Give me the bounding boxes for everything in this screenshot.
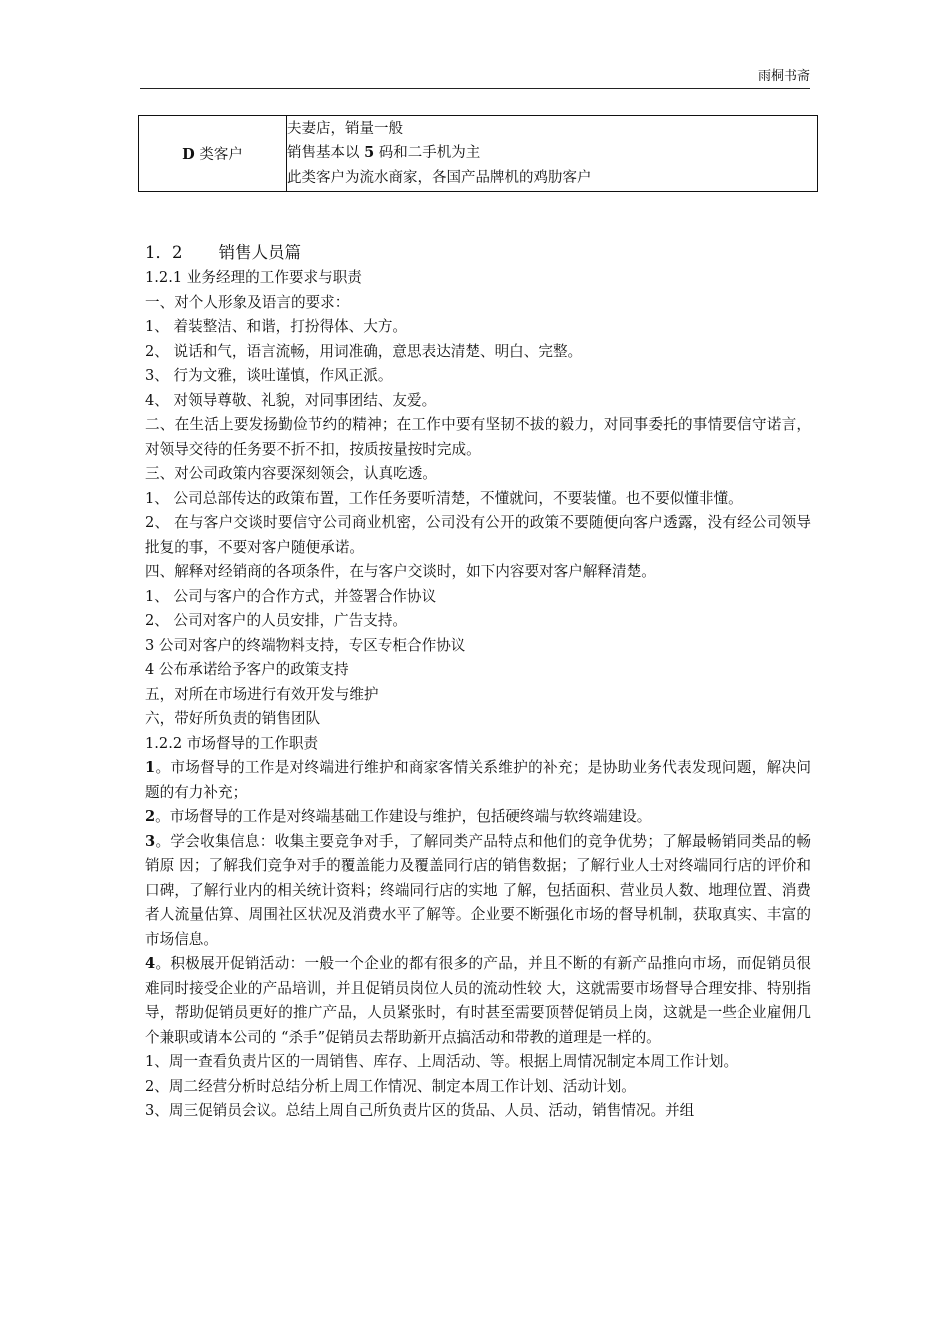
desc-line-2: 销售基本以 5 码和二手机为主: [287, 144, 481, 162]
paragraph-8: 1、 公司总部传达的政策布置，工作任务要听清楚，不懂就问，不要装懂。也不要似懂非懂。: [145, 489, 743, 507]
customer-table: [138, 115, 818, 192]
section-title: 销售人员篇: [218, 243, 301, 262]
paragraph-16: 六，带好所负责的销售团队: [145, 710, 321, 727]
paragraph-10: 四、解释对经销商的各项条件，在与客户交谈时，如下内容要对客户解释清楚。: [145, 563, 656, 580]
desc-line-3: 此类客户为流水商家，各国产品牌机的鸡肋客户: [287, 169, 592, 186]
duty-item-3: 3。学会收集信息：收集主要竞争对手，了解同类产品特点和他们的竞争优势；了解最畅销同类品的畅销原 因；了解我们竞争对手的覆盖能力及覆盖同行店的销售数据；了解行业人士对终端同行店的评价和口碑，了解行业内的相关统计资料；终端同行店的实地 了解，包括面积、营业员人数、地理位置、消费者人流量估算、周围社区状况及消费水平了解等。企业要不断强化市场的督导机制，获取真实、丰富的市场信息。: [145, 832, 811, 948]
customer-type-cell: [139, 116, 287, 192]
paragraph-3: 2、 说话和气，语言流畅，用词准确，意思表达清楚、明白、完整。: [145, 342, 583, 360]
paragraph-11: 1、 公司与客户的合作方式，并签署合作协议: [145, 587, 437, 605]
paragraph-4: 3、 行为文雅，谈吐谨慎，作风正派。: [145, 367, 393, 384]
paragraph-6: 二、在生活上要发扬勤俭节约的精神；在工作中要有坚韧不拔的毅力，对同事委托的事情要信守诺言，对领导交待的任务要不折不扣，按质按量按时完成。: [145, 416, 811, 458]
customer-type-letter: D: [182, 146, 195, 163]
paragraph-1: 一、对个人形象及语言的要求：: [145, 293, 350, 311]
customer-type-label: 类客户: [194, 147, 243, 163]
table-row: [139, 116, 818, 192]
paragraph-2: 1、 着装整洁、和谐，打扮得体、大方。: [145, 318, 408, 335]
weekly-item-1: 1、周一查看负责片区的一周销售、库存、上周活动、等。根据上周情况制定本周工作计划。: [145, 1053, 739, 1070]
section-heading: [145, 240, 811, 266]
weekly-item-2: 2、周二经营分析时总结分析上周工作情况、制定本周工作计划、活动计划。: [145, 1077, 636, 1095]
subsection-heading-122: 1.2.2 市场督导的工作职责: [145, 734, 319, 752]
subsection-heading-121: 1.2.1 业务经理的工作要求与职责: [145, 269, 362, 286]
paragraph-15: 五，对所在市场进行有效开发与维护: [145, 685, 379, 703]
document-body: [145, 240, 811, 1124]
weekly-item-3: 3、周三促销员会议。总结上周自己所负责片区的货品、人员、活动，销售情况。并组: [145, 1102, 695, 1119]
paragraph-7: 三、对公司政策内容要深刻领会，认真吃透。: [145, 465, 437, 482]
paragraph-14: 4 公布承诺给予客户的政策支持: [145, 661, 349, 678]
header-text: 雨桐书斋: [757, 69, 810, 84]
paragraph-5: 4、 对领导尊敬、礼貌，对同事团结、友爱。: [145, 391, 437, 409]
duty-item-1: 1。市场督导的工作是对终端进行维护和商家客情关系维护的补充；是协助业务代表发现问题，解决问题的有力补充；: [145, 759, 811, 801]
duty-item-2: 2。市场督导的工作是对终端基础工作建设与维护，包括硬终端与软终端建设。: [145, 808, 652, 825]
paragraph-12: 2、 公司对客户的人员安排，广告支持。: [145, 612, 408, 629]
duty-item-4: 4。积极展开促销活动：一般一个企业的都有很多的产品，并且不断的有新产品推向市场，而促销员很难同时接受企业的产品培训，并且促销员岗位人员的流动性较 大，这就需要市场督导合理安排、特别指导，帮助促销员更好的推广产品，人员紧张时，有时甚至需要顶替促销员上岗，这就是一些企业雇佣几个兼职或请本公司的 “杀手”促销员去帮助新开点搞活动和带教的道理是一样的。: [145, 955, 811, 1046]
paragraph-9: 2、 在与客户交谈时要信守公司商业机密，公司没有公开的政策不要随便向客户透露，没有经公司领导批复的事，不要对客户随便承诺。: [145, 514, 811, 556]
page-header: [140, 68, 810, 89]
customer-desc-cell: [287, 116, 818, 192]
desc-line-1: 夫妻店，销量一般: [287, 120, 403, 137]
section-number: 1．2: [145, 243, 183, 262]
paragraph-13: 3 公司对客户的终端物料支持，专区专柜合作协议: [145, 636, 466, 654]
